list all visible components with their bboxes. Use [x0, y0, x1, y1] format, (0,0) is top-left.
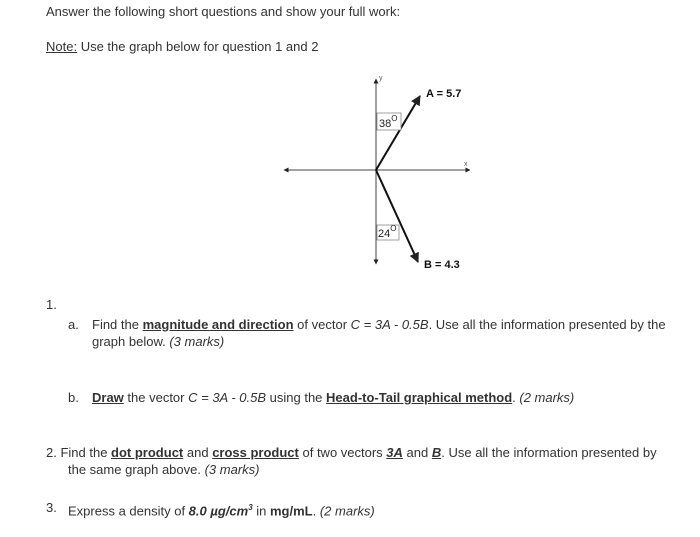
q1b-keyword-draw: Draw: [92, 390, 124, 405]
q3-text-3: .: [312, 503, 320, 519]
q2-text-6: the same graph above.: [68, 462, 205, 477]
q1b-equation: C = 3A - 0.5B: [188, 390, 267, 405]
q1a-equation: C = 3A - 0.5B: [350, 317, 429, 332]
vector-a-arrow: [376, 96, 420, 170]
q2-vector-3a: 3A: [386, 445, 403, 460]
q1a-text-2: of vector: [293, 317, 351, 332]
x-axis-label: x: [464, 161, 468, 168]
q1a-text-1: Find the: [92, 317, 143, 332]
q3-line: [68, 500, 375, 519]
q2-text-2: and: [183, 445, 213, 460]
q1b-keyword-method: Head-to-Tail graphical method: [326, 390, 513, 405]
q1a-line2: [92, 334, 224, 350]
q2-vector-b: B: [431, 445, 442, 460]
vector-b-arrow: [376, 170, 418, 262]
q1b-line: [92, 390, 574, 406]
q3-number: 3.: [46, 500, 57, 515]
q1b-text-2: using the: [266, 390, 327, 405]
vector-b-angle: $24^O$: [378, 224, 397, 240]
q3-text-1: Express a density of: [68, 503, 189, 519]
vector-a-label: A = 5.7: [426, 88, 462, 100]
q3-superscript: 3: [248, 503, 253, 512]
q1a-marker: a.: [68, 317, 79, 332]
vector-a-angle: $38^O$: [379, 114, 398, 130]
q1b-marker: b.: [68, 390, 79, 405]
q2-text-3: of two vectors: [298, 445, 387, 460]
q1a-text-3: . Use all the information presented by the: [428, 317, 666, 332]
q3-marks: (2 marks): [319, 503, 375, 519]
q2-line1: [46, 445, 657, 461]
note-label: Note:: [46, 39, 78, 54]
q1a-keyword: magnitude and direction: [142, 317, 294, 332]
q1-number: 1.: [46, 297, 57, 312]
q2-keyword-dot: dot product: [111, 445, 184, 460]
y-axis-label: y: [379, 75, 383, 82]
q2-marks: (3 marks): [204, 462, 260, 477]
q2-line2: [68, 462, 259, 478]
q2-text-4: and: [402, 445, 432, 460]
q1b-marks: (2 marks): [519, 390, 575, 405]
q1a-marks: (3 marks): [169, 334, 225, 349]
note-text: Use the graph below for question 1 and 2: [77, 39, 319, 54]
q1a-text-4: graph below.: [92, 334, 170, 349]
instructions-text: Answer the following short questions and show your full work:: [46, 4, 401, 19]
q3-value: 8.0 µg/cm: [188, 503, 249, 519]
q1b-text-1: the vector: [123, 390, 189, 405]
q3-unit: mg/mL: [269, 503, 313, 519]
q1b-text-3: .: [512, 390, 520, 405]
q2-text-5: . Use all the information presented by: [441, 445, 657, 460]
q1a-line1: [92, 317, 666, 333]
q3-text-2: in: [252, 503, 270, 519]
q2-keyword-cross: cross product: [212, 445, 299, 460]
q2-text-1: 2. Find the: [46, 445, 112, 460]
vector-b-label: B = 4.3: [424, 259, 460, 271]
